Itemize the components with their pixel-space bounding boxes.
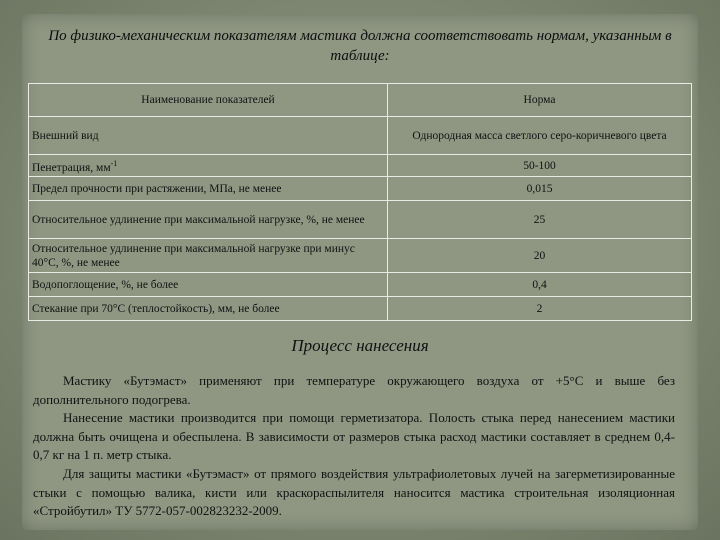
paragraph: Мастику «Бутэмаст» применяют при температуре окружающего воздуха от +5°С и выше без дополнительного подогрева. — [33, 373, 675, 407]
param-cell: Стекание при 70°С (теплостойкость), мм, не более — [29, 297, 388, 321]
param-cell — [29, 155, 388, 177]
norm-cell: 0,4 — [388, 273, 692, 297]
header-norm: Норма — [388, 84, 692, 117]
body-text — [33, 372, 675, 521]
table-row — [29, 273, 692, 297]
param-text: Пенетрация, мм — [32, 161, 111, 174]
norm-cell: 2 — [388, 297, 692, 321]
norm-cell: 20 — [388, 239, 692, 273]
paragraph: Для защиты мастики «Бутэмаст» от прямого воздействия ультрафиолетовых лучей на загерметизированные стыки с помощью валика, кисти или краскораспылителя наносится мастика строительная изоляционная «Стройбутил» ТУ 5772-057-002823232-2009. — [33, 465, 675, 519]
norm-cell: Однородная масса светлого серо-коричневого цвета — [388, 117, 692, 155]
param-cell: Относительное удлинение при максимальной нагрузке, %, не менее — [29, 201, 388, 239]
table-row — [29, 155, 692, 177]
norm-cell: 25 — [388, 201, 692, 239]
table-row — [29, 239, 692, 273]
table-row — [29, 117, 692, 155]
param-cell: Внешний вид — [29, 117, 388, 155]
norms-table — [28, 83, 692, 321]
table-row — [29, 177, 692, 201]
header-param: Наименование показателей — [29, 84, 388, 117]
table-row — [29, 201, 692, 239]
param-superscript: -1 — [110, 158, 118, 168]
table-header-row — [29, 84, 692, 117]
norm-cell: 50-100 — [388, 155, 692, 177]
intro-text: По физико-механическим показателям мастика должна соответствовать нормам, указанным в таблице: — [48, 28, 672, 64]
param-cell: Предел прочности при растяжении, МПа, не менее — [29, 177, 388, 201]
param-cell: Водопоглощение, %, не более — [29, 273, 388, 297]
norm-cell: 0,015 — [388, 177, 692, 201]
paragraph: Нанесение мастики производится при помощи герметизатора. Полость стыка перед нанесением мастики должна быть очищена и обеспылена. В зависимости от размеров стыка расход мастики составляет в среднем 0,4-0,7 кг на 1 п. метр стыка. — [33, 410, 675, 463]
section-title: Процесс нанесения — [291, 336, 429, 355]
table-row — [29, 297, 692, 321]
param-cell: Относительное удлинение при максимальной нагрузке при минус 40°С, %, не менее — [29, 239, 388, 273]
